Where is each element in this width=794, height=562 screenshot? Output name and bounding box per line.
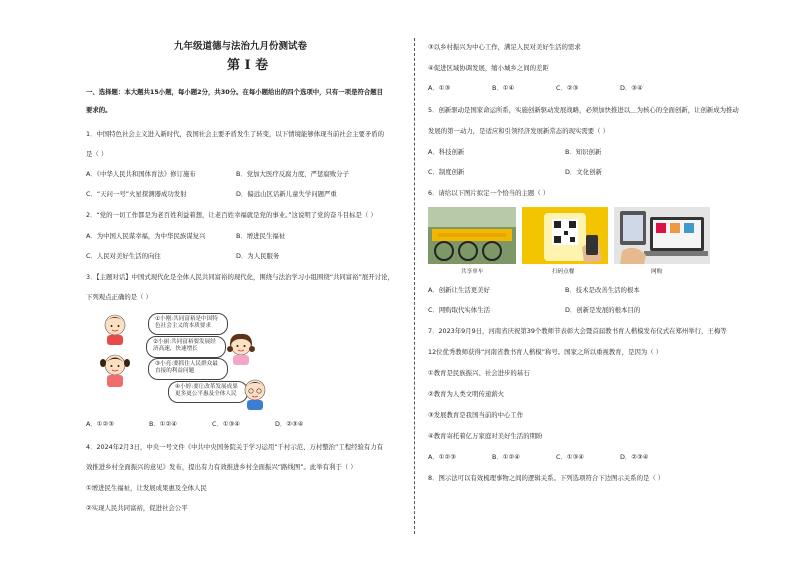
question-3-option-c[interactable]: C．①③④ [212,420,241,428]
question-7-item-2: ②教育为人类文明传递薪火 [428,390,505,398]
section-instructions-line-2: 要求的。 [86,106,112,114]
section-instructions-line-1: 一、选择题：本大题共15小题，每小题2分，共30分。在每小题给出的四个选项中，只有一项是符合题目 [86,88,384,96]
question-6-stem: 6．请给以下图片拟定一个恰当的主题（ ） [428,189,550,197]
question-2-option-c[interactable]: C．人民对美好生活的向往 [86,252,161,260]
question-7-option-c[interactable]: C．①③④ [556,453,585,461]
question-6-option-b[interactable]: B．技术是改善生活的根本 [565,286,640,294]
question-7-option-b[interactable]: B．①②④ [492,453,520,461]
question-2-option-a[interactable]: A．为中国人民谋幸福，为中华民族谋复兴 [86,232,206,240]
question-1-stem-line-2: 是（ ） [86,150,108,158]
question-4-option-b[interactable]: B．①④ [492,84,515,92]
question-2-option-b[interactable]: B．增进民生福祉 [236,232,286,240]
question-7-item-3: ③发展教育是我国当前的中心工作 [428,411,524,419]
question-5-option-a[interactable]: A．科技创新 [428,148,465,156]
boy-cartoon-icon [98,311,132,345]
speech-bubble-2: ②小丽:共同富裕要发展经济高速，快速增长 [146,336,226,358]
speech-bubble-3: ③小亮:要抓住人民群众最直接的利益问题 [148,358,228,380]
question-1-stem-line-1: 1．中国特色社会主义进入新时代，我国社会主要矛盾发生了转变，以下情境能够体现当前社会主要矛盾的 [86,130,385,138]
question-1-option-b[interactable]: B．党加大医疗反腐力度，严惩腐败分子 [236,170,350,178]
girl-pigtails-cartoon-icon [98,351,132,387]
question-7-stem-line-2: 12位优秀教师获得“河南省教书育人楷模”称号。国家之所以重视教育，是因为（ ） [428,348,663,356]
question-4-item-2: ②实现人民共同富裕，促进社会公平 [86,504,188,512]
question-1-option-d[interactable]: D．偏远山区话新儿童失学问题严重 [236,190,337,198]
speech-bubble-1: ①小刚:共同富裕是中国特色社会主义的本质要求 [148,313,228,335]
question-7-stem-line-1: 7．2023年9月9日，河南省庆祝第39个教师节表彰大会暨首届教书育人楷模发布仪式在郑州举行，王梅等 [428,327,727,335]
question-4-option-c[interactable]: C．②③ [556,84,579,92]
question-3-stem-line-1: 3．【主题对话】中国式现代化是全体人民共同富裕的现代化，围绕与法治学习小组围绕“共同富裕”展开讨论， [86,273,394,281]
question-7-item-4: ④教育寄托着亿万家庭对美好生活的期盼 [428,432,543,440]
question-5-option-c[interactable]: C．制度创新 [428,168,465,176]
online-shopping-photo [614,207,710,264]
shared-bike-photo [428,207,516,264]
question-4-option-d[interactable]: D．③④ [620,84,643,92]
shared-bike-icon [428,207,516,264]
question-4-stem-line-1: 4．2024年2月3日，中央一号文件《中共中央国务院关于学习运用“千村示范、万村整治”工程经验有力有 [86,443,384,451]
question-6-option-a[interactable]: A．创新让生活更美好 [428,286,490,294]
question-8-stem: 8．图示法可以有效梳理事物之间的逻辑关系。下列选项符合下边图示关系的是（ ） [428,474,665,482]
question-2-option-d[interactable]: D．为人民服务 [236,252,280,260]
question-5-stem-line-2: 发展的第一动力，是适应和引领经济发展新常态的现实需要（ ） [428,127,609,135]
question-3-stem-line-2: 下列观点正确的是（ ） [86,293,152,301]
caption-scan-order: 扫码点餐 [552,269,575,275]
question-3-option-d[interactable]: D．②③④ [275,420,304,428]
question-4-item-3: ③以乡村振兴为中心工作，满足人民对美好生活的需求 [428,43,581,51]
boy-glasses-cartoon-icon [238,376,272,410]
question-1-option-c[interactable]: C．“天问一号”火星探测器成功发射 [86,190,187,198]
question-1-option-a[interactable]: A．《中华人民共和国体育法》修订施布 [86,170,196,178]
question-7-item-1: ①教育是民族振兴、社会进步的基石 [428,369,530,377]
question-4-item-4: ④促进区域协调发展，缩小城乡之间的差距 [428,64,549,72]
question-3-option-b[interactable]: B．①②④ [149,420,177,428]
caption-shared-bike: 共享单车 [461,269,484,275]
question-4-option-a[interactable]: A．①③ [428,84,451,92]
question-4-item-1: ①增进民生福祉，让发展成果惠及全体人民 [86,484,207,492]
question-4-stem-line-2: 效推进乡村全面振兴的意见》发布，提出有力有效推进乡村全面振兴“路线图”。此举有利于（ ） [86,463,357,471]
column-divider [414,38,415,534]
question-3-option-a[interactable]: A．①②③ [86,420,114,428]
question-7-option-a[interactable]: A．①②③ [428,453,456,461]
question-5-option-b[interactable]: B．知识创新 [565,148,602,156]
question-6-option-d[interactable]: D．创新是发展的根本目的 [565,306,641,314]
question-5-stem-line-1: 5．创新驱动是国家命运所系，实施创新驱动发展战略，必须加快推进以＿为核心的全面创新，让创新成为推动 [428,106,739,114]
question-6-option-c[interactable]: C．网购取代实体生活 [428,306,490,314]
question-7-option-d[interactable]: D．②③④ [620,453,649,461]
question-5-option-d[interactable]: D．文化创新 [565,168,602,176]
laptop-shopping-icon [614,207,710,264]
qr-code-icon [522,207,608,264]
part-heading: 第 I 卷 [227,58,269,73]
girl-cartoon-icon [224,331,258,365]
speech-bubble-4: ④小婷:要让改革发展成果更多更公平惠及全体人民 [168,381,248,403]
question-2-stem: 2．“党的一切工作都是为老百姓利益着想，让老百姓幸福就是党的事业。”这说明了党的奋斗目标是（ ） [86,211,377,219]
caption-online-shopping: 网购 [651,269,663,275]
exam-title: 九年级道德与法治九月份测试卷 [174,41,308,52]
scan-order-photo [522,207,608,264]
